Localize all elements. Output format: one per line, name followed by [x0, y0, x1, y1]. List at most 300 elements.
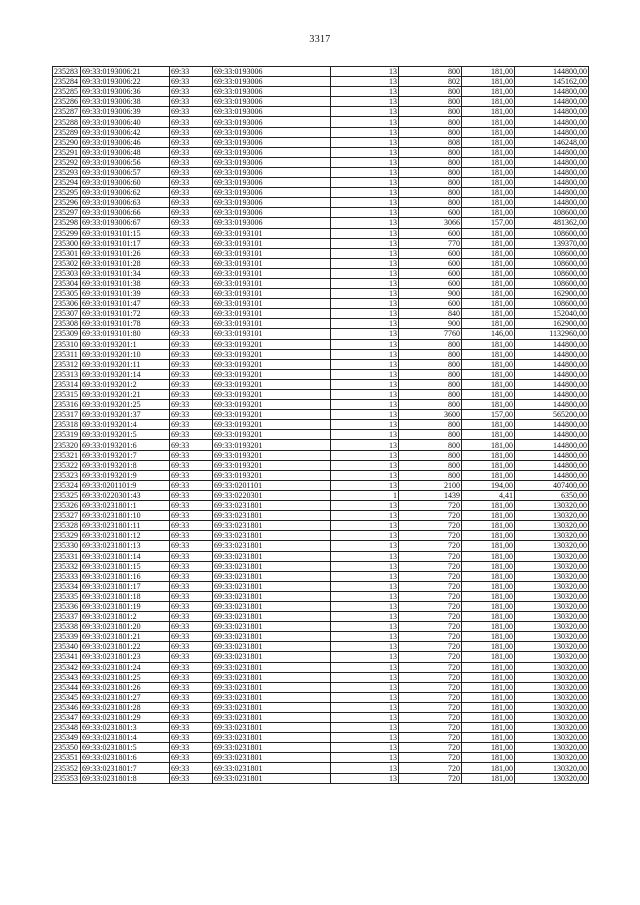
area-cell: 800: [399, 420, 462, 430]
area-cell: 770: [399, 238, 462, 248]
specific-value-cell: 181,00: [462, 743, 515, 753]
cadastral-value-cell: 144800,00: [515, 369, 589, 379]
table-row: [53, 349, 589, 359]
cadastral-quarter-cell: 69:33:0193006: [213, 67, 331, 77]
area-cell: 720: [399, 733, 462, 743]
table-row: [53, 531, 589, 541]
cadastral-number-cell: 69:33:0193006:57: [81, 167, 170, 177]
cadastral-value-cell: 108600,00: [515, 258, 589, 268]
cadastral-value-cell: 144800,00: [515, 430, 589, 440]
row-number-cell: 235285: [53, 87, 81, 97]
area-cell: 720: [399, 702, 462, 712]
row-number-cell: 235344: [53, 682, 81, 692]
district-code-cell: 69:33: [170, 379, 213, 389]
cadastral-value-table: [52, 66, 589, 784]
table-body: [53, 67, 589, 784]
cadastral-quarter-cell: 69:33:0231801: [213, 753, 331, 763]
area-cell: 720: [399, 642, 462, 652]
row-number-cell: 235299: [53, 228, 81, 238]
specific-value-cell: 181,00: [462, 359, 515, 369]
cadastral-quarter-cell: 69:33:0193006: [213, 198, 331, 208]
district-code-cell: 69:33: [170, 571, 213, 581]
cadastral-number-cell: 69:33:0231801:12: [81, 531, 170, 541]
cadastral-value-cell: 144800,00: [515, 107, 589, 117]
cadastral-number-cell: 69:33:0193201:10: [81, 349, 170, 359]
cadastral-value-cell: 144800,00: [515, 188, 589, 198]
row-number-cell: 235289: [53, 127, 81, 137]
cadastral-number-cell: 69:33:0193006:60: [81, 178, 170, 188]
table-row: [53, 733, 589, 743]
district-code-cell: 69:33: [170, 127, 213, 137]
row-number-cell: 235303: [53, 268, 81, 278]
cadastral-quarter-cell: 69:33:0193101: [213, 248, 331, 258]
usage-group-cell: 13: [331, 248, 399, 258]
area-cell: 720: [399, 682, 462, 692]
area-cell: 720: [399, 632, 462, 642]
cadastral-number-cell: 69:33:0193006:66: [81, 208, 170, 218]
cadastral-number-cell: 69:33:0193201:14: [81, 369, 170, 379]
usage-group-cell: 13: [331, 410, 399, 420]
cadastral-number-cell: 69:33:0231801:27: [81, 692, 170, 702]
cadastral-number-cell: 69:33:0231801:18: [81, 591, 170, 601]
cadastral-number-cell: 69:33:0193006:63: [81, 198, 170, 208]
specific-value-cell: 181,00: [462, 188, 515, 198]
row-number-cell: 235341: [53, 652, 81, 662]
cadastral-quarter-cell: 69:33:0193201: [213, 359, 331, 369]
specific-value-cell: 181,00: [462, 198, 515, 208]
specific-value-cell: 181,00: [462, 561, 515, 571]
specific-value-cell: 181,00: [462, 551, 515, 561]
table-row: [53, 198, 589, 208]
district-code-cell: 69:33: [170, 662, 213, 672]
specific-value-cell: 181,00: [462, 420, 515, 430]
area-cell: 800: [399, 157, 462, 167]
row-number-cell: 235348: [53, 723, 81, 733]
cadastral-value-cell: 162900,00: [515, 289, 589, 299]
usage-group-cell: 13: [331, 77, 399, 87]
table-row: [53, 208, 589, 218]
cadastral-quarter-cell: 69:33:0193006: [213, 188, 331, 198]
cadastral-number-cell: 69:33:0193101:47: [81, 299, 170, 309]
area-cell: 900: [399, 319, 462, 329]
usage-group-cell: 13: [331, 521, 399, 531]
usage-group-cell: 13: [331, 198, 399, 208]
table-row: [53, 450, 589, 460]
table-row: [53, 672, 589, 682]
cadastral-number-cell: 69:33:0193006:36: [81, 87, 170, 97]
cadastral-value-cell: 130320,00: [515, 541, 589, 551]
specific-value-cell: 181,00: [462, 157, 515, 167]
row-number-cell: 235283: [53, 67, 81, 77]
cadastral-number-cell: 69:33:0231801:21: [81, 632, 170, 642]
cadastral-number-cell: 69:33:0193006:62: [81, 188, 170, 198]
area-cell: 900: [399, 289, 462, 299]
cadastral-quarter-cell: 69:33:0193006: [213, 157, 331, 167]
specific-value-cell: 181,00: [462, 652, 515, 662]
specific-value-cell: 181,00: [462, 349, 515, 359]
cadastral-number-cell: 69:33:0193101:78: [81, 319, 170, 329]
area-cell: 800: [399, 430, 462, 440]
specific-value-cell: 181,00: [462, 208, 515, 218]
cadastral-quarter-cell: 69:33:0231801: [213, 763, 331, 773]
cadastral-quarter-cell: 69:33:0193006: [213, 117, 331, 127]
table-row: [53, 440, 589, 450]
cadastral-number-cell: 69:33:0231801:24: [81, 662, 170, 672]
area-cell: 720: [399, 662, 462, 672]
table-row: [53, 511, 589, 521]
cadastral-quarter-cell: 69:33:0193101: [213, 258, 331, 268]
cadastral-number-cell: 69:33:0231801:14: [81, 551, 170, 561]
area-cell: 840: [399, 309, 462, 319]
cadastral-number-cell: 69:33:0201101:9: [81, 480, 170, 490]
district-code-cell: 69:33: [170, 490, 213, 500]
cadastral-number-cell: 69:33:0193006:38: [81, 97, 170, 107]
table-row: [53, 278, 589, 288]
table-row: [53, 692, 589, 702]
table-row: [53, 178, 589, 188]
cadastral-value-cell: 130320,00: [515, 561, 589, 571]
cadastral-number-cell: 69:33:0193101:34: [81, 268, 170, 278]
cadastral-value-cell: 144800,00: [515, 127, 589, 137]
cadastral-number-cell: 69:33:0231801:5: [81, 743, 170, 753]
usage-group-cell: 13: [331, 147, 399, 157]
table-row: [53, 359, 589, 369]
usage-group-cell: 13: [331, 622, 399, 632]
table-row: [53, 652, 589, 662]
area-cell: 800: [399, 339, 462, 349]
district-code-cell: 69:33: [170, 581, 213, 591]
row-number-cell: 235329: [53, 531, 81, 541]
specific-value-cell: 157,00: [462, 410, 515, 420]
cadastral-quarter-cell: 69:33:0193006: [213, 147, 331, 157]
table-row: [53, 390, 589, 400]
cadastral-number-cell: 69:33:0220301:43: [81, 490, 170, 500]
area-cell: 720: [399, 773, 462, 783]
table-row: [53, 147, 589, 157]
cadastral-value-cell: 144800,00: [515, 420, 589, 430]
specific-value-cell: 181,00: [462, 501, 515, 511]
row-number-cell: 235346: [53, 702, 81, 712]
specific-value-cell: 181,00: [462, 339, 515, 349]
specific-value-cell: 181,00: [462, 390, 515, 400]
table-row: [53, 480, 589, 490]
specific-value-cell: 181,00: [462, 763, 515, 773]
specific-value-cell: 181,00: [462, 682, 515, 692]
cadastral-quarter-cell: 69:33:0193006: [213, 127, 331, 137]
cadastral-value-cell: 145162,00: [515, 77, 589, 87]
row-number-cell: 235325: [53, 490, 81, 500]
usage-group-cell: 13: [331, 369, 399, 379]
specific-value-cell: 181,00: [462, 107, 515, 117]
table-row: [53, 167, 589, 177]
district-code-cell: 69:33: [170, 652, 213, 662]
row-number-cell: 235331: [53, 551, 81, 561]
table-row: [53, 67, 589, 77]
district-code-cell: 69:33: [170, 248, 213, 258]
cadastral-value-cell: 144800,00: [515, 147, 589, 157]
usage-group-cell: 13: [331, 107, 399, 117]
cadastral-value-cell: 108600,00: [515, 248, 589, 258]
cadastral-number-cell: 69:33:0193101:72: [81, 309, 170, 319]
area-cell: 800: [399, 87, 462, 97]
usage-group-cell: 13: [331, 309, 399, 319]
table-row: [53, 682, 589, 692]
row-number-cell: 235323: [53, 470, 81, 480]
specific-value-cell: 181,00: [462, 591, 515, 601]
row-number-cell: 235296: [53, 198, 81, 208]
row-number-cell: 235292: [53, 157, 81, 167]
cadastral-quarter-cell: 69:33:0193006: [213, 178, 331, 188]
row-number-cell: 235349: [53, 733, 81, 743]
cadastral-value-cell: 130320,00: [515, 601, 589, 611]
usage-group-cell: 13: [331, 117, 399, 127]
usage-group-cell: 13: [331, 299, 399, 309]
area-cell: 7760: [399, 329, 462, 339]
district-code-cell: 69:33: [170, 682, 213, 692]
cadastral-value-cell: 108600,00: [515, 268, 589, 278]
district-code-cell: 69:33: [170, 390, 213, 400]
area-cell: 720: [399, 601, 462, 611]
area-cell: 802: [399, 77, 462, 87]
cadastral-quarter-cell: 69:33:0231801: [213, 723, 331, 733]
usage-group-cell: 13: [331, 743, 399, 753]
row-number-cell: 235317: [53, 410, 81, 420]
cadastral-quarter-cell: 69:33:0193201: [213, 450, 331, 460]
specific-value-cell: 181,00: [462, 268, 515, 278]
area-cell: 720: [399, 541, 462, 551]
specific-value-cell: 181,00: [462, 692, 515, 702]
district-code-cell: 69:33: [170, 601, 213, 611]
area-cell: 2100: [399, 480, 462, 490]
table-row: [53, 258, 589, 268]
specific-value-cell: 181,00: [462, 238, 515, 248]
usage-group-cell: 13: [331, 157, 399, 167]
cadastral-value-cell: 130320,00: [515, 713, 589, 723]
usage-group-cell: 13: [331, 531, 399, 541]
area-cell: 720: [399, 652, 462, 662]
cadastral-quarter-cell: 69:33:0193101: [213, 329, 331, 339]
specific-value-cell: 181,00: [462, 531, 515, 541]
usage-group-cell: 13: [331, 541, 399, 551]
district-code-cell: 69:33: [170, 218, 213, 228]
specific-value-cell: 181,00: [462, 77, 515, 87]
specific-value-cell: 181,00: [462, 733, 515, 743]
district-code-cell: 69:33: [170, 309, 213, 319]
cadastral-quarter-cell: 69:33:0231801: [213, 561, 331, 571]
specific-value-cell: 181,00: [462, 400, 515, 410]
usage-group-cell: 13: [331, 682, 399, 692]
district-code-cell: 69:33: [170, 460, 213, 470]
row-number-cell: 235307: [53, 309, 81, 319]
cadastral-quarter-cell: 69:33:0231801: [213, 521, 331, 531]
cadastral-number-cell: 69:33:0193101:26: [81, 248, 170, 258]
usage-group-cell: 13: [331, 642, 399, 652]
usage-group-cell: 13: [331, 339, 399, 349]
specific-value-cell: 181,00: [462, 581, 515, 591]
usage-group-cell: 13: [331, 329, 399, 339]
row-number-cell: 235335: [53, 591, 81, 601]
cadastral-number-cell: 69:33:0193101:28: [81, 258, 170, 268]
table-row: [53, 501, 589, 511]
area-cell: 800: [399, 198, 462, 208]
specific-value-cell: 146,00: [462, 329, 515, 339]
table-row: [53, 339, 589, 349]
district-code-cell: 69:33: [170, 299, 213, 309]
row-number-cell: 235316: [53, 400, 81, 410]
cadastral-value-cell: 144800,00: [515, 379, 589, 389]
row-number-cell: 235308: [53, 319, 81, 329]
cadastral-value-cell: 130320,00: [515, 501, 589, 511]
table-row: [53, 612, 589, 622]
row-number-cell: 235338: [53, 622, 81, 632]
specific-value-cell: 181,00: [462, 278, 515, 288]
cadastral-quarter-cell: 69:33:0193201: [213, 420, 331, 430]
specific-value-cell: 181,00: [462, 137, 515, 147]
cadastral-value-cell: 144800,00: [515, 390, 589, 400]
area-cell: 720: [399, 763, 462, 773]
area-cell: 600: [399, 268, 462, 278]
usage-group-cell: 13: [331, 440, 399, 450]
table-row: [53, 238, 589, 248]
cadastral-value-cell: 130320,00: [515, 591, 589, 601]
cadastral-quarter-cell: 69:33:0231801: [213, 773, 331, 783]
table-row: [53, 521, 589, 531]
table-row: [53, 763, 589, 773]
usage-group-cell: 13: [331, 601, 399, 611]
district-code-cell: 69:33: [170, 268, 213, 278]
table-row: [53, 319, 589, 329]
area-cell: 800: [399, 117, 462, 127]
usage-group-cell: 13: [331, 753, 399, 763]
table-row: [53, 601, 589, 611]
usage-group-cell: 13: [331, 652, 399, 662]
table-row: [53, 470, 589, 480]
usage-group-cell: 13: [331, 480, 399, 490]
usage-group-cell: 13: [331, 289, 399, 299]
cadastral-quarter-cell: 69:33:0193006: [213, 87, 331, 97]
cadastral-value-cell: 144800,00: [515, 359, 589, 369]
cadastral-value-cell: 407400,00: [515, 480, 589, 490]
row-number-cell: 235320: [53, 440, 81, 450]
cadastral-value-cell: 108600,00: [515, 208, 589, 218]
specific-value-cell: 181,00: [462, 642, 515, 652]
row-number-cell: 235347: [53, 713, 81, 723]
cadastral-quarter-cell: 69:33:0193006: [213, 208, 331, 218]
row-number-cell: 235290: [53, 137, 81, 147]
district-code-cell: 69:33: [170, 410, 213, 420]
specific-value-cell: 181,00: [462, 450, 515, 460]
district-code-cell: 69:33: [170, 541, 213, 551]
row-number-cell: 235321: [53, 450, 81, 460]
area-cell: 800: [399, 178, 462, 188]
specific-value-cell: 181,00: [462, 319, 515, 329]
usage-group-cell: 13: [331, 319, 399, 329]
table-row: [53, 379, 589, 389]
row-number-cell: 235333: [53, 571, 81, 581]
usage-group-cell: 13: [331, 692, 399, 702]
cadastral-quarter-cell: 69:33:0231801: [213, 601, 331, 611]
cadastral-quarter-cell: 69:33:0193101: [213, 268, 331, 278]
row-number-cell: 235318: [53, 420, 81, 430]
cadastral-value-cell: 130320,00: [515, 612, 589, 622]
area-cell: 600: [399, 299, 462, 309]
cadastral-number-cell: 69:33:0193006:39: [81, 107, 170, 117]
area-cell: 720: [399, 571, 462, 581]
specific-value-cell: 181,00: [462, 470, 515, 480]
row-number-cell: 235286: [53, 97, 81, 107]
cadastral-number-cell: 69:33:0193201:7: [81, 450, 170, 460]
usage-group-cell: 13: [331, 137, 399, 147]
district-code-cell: 69:33: [170, 420, 213, 430]
cadastral-value-cell: 130320,00: [515, 662, 589, 672]
cadastral-value-cell: 130320,00: [515, 521, 589, 531]
table-row: [53, 632, 589, 642]
area-cell: 800: [399, 349, 462, 359]
cadastral-number-cell: 69:33:0193201:8: [81, 460, 170, 470]
district-code-cell: 69:33: [170, 622, 213, 632]
cadastral-quarter-cell: 69:33:0193201: [213, 349, 331, 359]
cadastral-quarter-cell: 69:33:0193006: [213, 77, 331, 87]
table-row: [53, 329, 589, 339]
cadastral-quarter-cell: 69:33:0193201: [213, 430, 331, 440]
cadastral-quarter-cell: 69:33:0193006: [213, 137, 331, 147]
cadastral-quarter-cell: 69:33:0193101: [213, 289, 331, 299]
specific-value-cell: 181,00: [462, 571, 515, 581]
cadastral-quarter-cell: 69:33:0231801: [213, 702, 331, 712]
area-cell: 600: [399, 258, 462, 268]
cadastral-number-cell: 69:33:0193006:67: [81, 218, 170, 228]
area-cell: 720: [399, 551, 462, 561]
usage-group-cell: 13: [331, 127, 399, 137]
cadastral-quarter-cell: 69:33:0231801: [213, 692, 331, 702]
cadastral-quarter-cell: 69:33:0220301: [213, 490, 331, 500]
usage-group-cell: 13: [331, 208, 399, 218]
specific-value-cell: 181,00: [462, 541, 515, 551]
table-row: [53, 591, 589, 601]
usage-group-cell: 13: [331, 723, 399, 733]
specific-value-cell: 4,41: [462, 490, 515, 500]
cadastral-value-cell: 144800,00: [515, 470, 589, 480]
row-number-cell: 235312: [53, 359, 81, 369]
cadastral-number-cell: 69:33:0193006:46: [81, 137, 170, 147]
cadastral-value-cell: 130320,00: [515, 571, 589, 581]
row-number-cell: 235295: [53, 188, 81, 198]
specific-value-cell: 181,00: [462, 167, 515, 177]
row-number-cell: 235328: [53, 521, 81, 531]
district-code-cell: 69:33: [170, 87, 213, 97]
cadastral-number-cell: 69:33:0193006:48: [81, 147, 170, 157]
cadastral-quarter-cell: 69:33:0231801: [213, 571, 331, 581]
cadastral-quarter-cell: 69:33:0231801: [213, 551, 331, 561]
table-row: [53, 490, 589, 500]
cadastral-quarter-cell: 69:33:0231801: [213, 612, 331, 622]
cadastral-number-cell: 69:33:0193101:17: [81, 238, 170, 248]
cadastral-number-cell: 69:33:0193006:56: [81, 157, 170, 167]
specific-value-cell: 181,00: [462, 702, 515, 712]
cadastral-number-cell: 69:33:0193006:42: [81, 127, 170, 137]
usage-group-cell: 13: [331, 561, 399, 571]
area-cell: 800: [399, 97, 462, 107]
table-row: [53, 460, 589, 470]
cadastral-quarter-cell: 69:33:0193006: [213, 107, 331, 117]
cadastral-quarter-cell: 69:33:0193201: [213, 440, 331, 450]
area-cell: 800: [399, 127, 462, 137]
usage-group-cell: 13: [331, 178, 399, 188]
specific-value-cell: 181,00: [462, 178, 515, 188]
row-number-cell: 235304: [53, 278, 81, 288]
row-number-cell: 235306: [53, 299, 81, 309]
district-code-cell: 69:33: [170, 702, 213, 712]
